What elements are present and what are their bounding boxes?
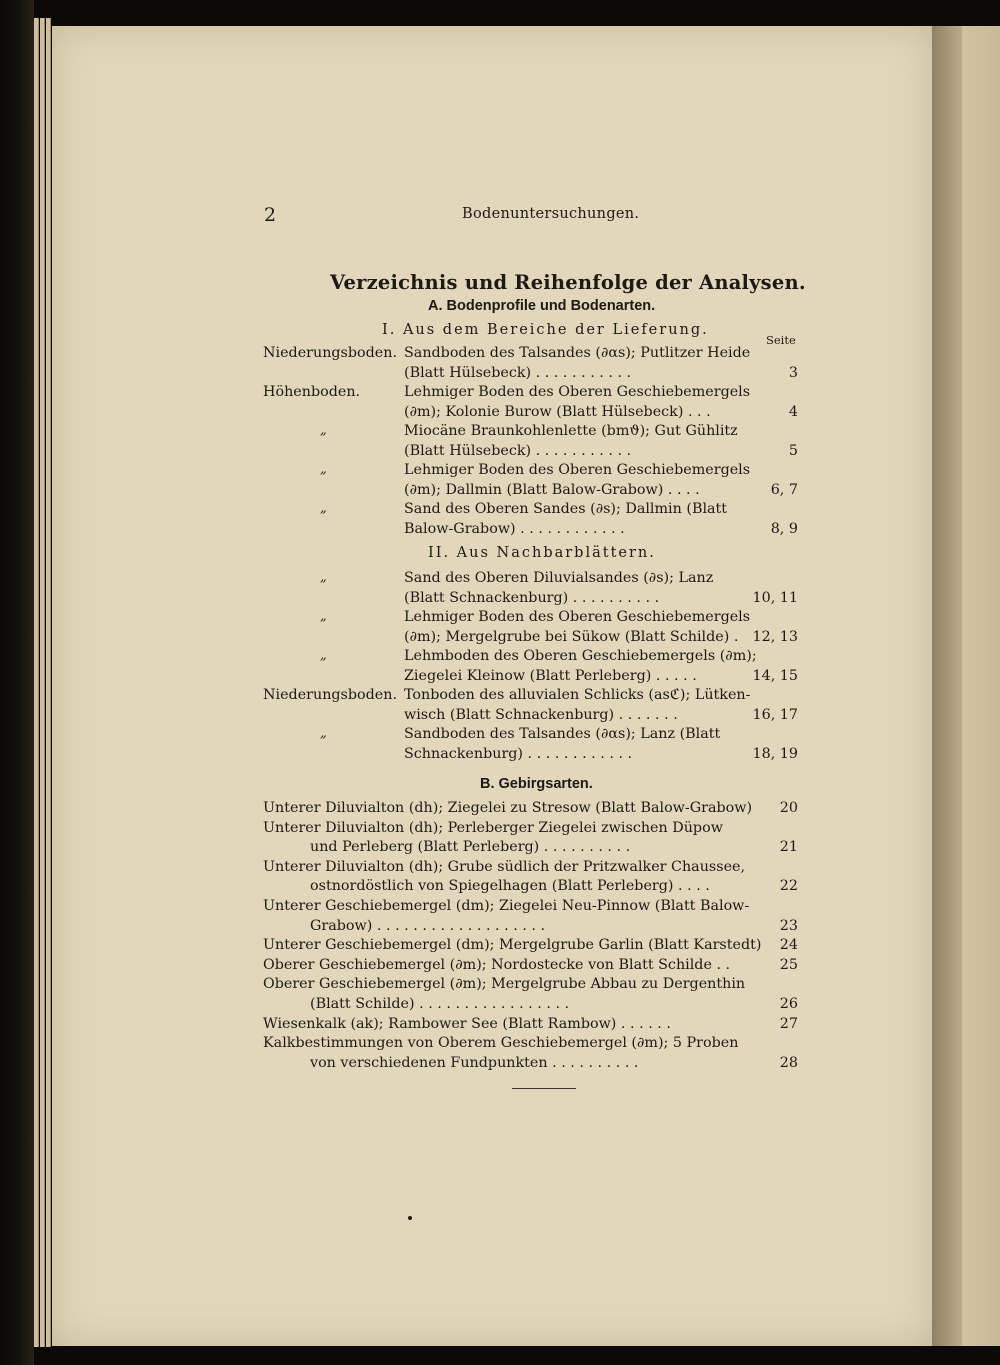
row-text: Unterer Geschiebemergel (dm); Mergelgrube Garlin (Blatt Karstedt): [263, 937, 762, 954]
toc-row: [52, 896, 932, 916]
row-text: Lehmiger Boden des Oberen Geschiebemergels: [404, 384, 751, 400]
toc-row: [52, 685, 932, 705]
toc-row: [52, 343, 932, 363]
row-text: wisch (Blatt Schnackenburg) . . . . . . .: [404, 706, 678, 723]
running-head: Bodenuntersuchungen.: [462, 206, 640, 222]
toc-row: [52, 441, 932, 461]
row-text: Unterer Diluvialton (dh); Perleberger Ziegelei zwischen Düpow: [263, 819, 723, 836]
row-text: und Perleberg (Blatt Perleberg) . . . . . . . . . .: [310, 839, 631, 856]
page-ref: 24: [779, 937, 798, 954]
page-ref: 26: [779, 996, 798, 1012]
page-ref: 12, 13: [752, 628, 798, 645]
page-ref: 23: [779, 917, 798, 934]
toc-row: [52, 1053, 932, 1073]
row-text: Unterer Diluvialton (dh); Grube südlich der Pritzwalker Chaussee,: [263, 858, 746, 875]
page-ref: 14, 15: [752, 667, 798, 684]
toc-row: [52, 382, 932, 402]
row-text: Sand des Oberen Diluvialsandes (∂s); Lanz: [404, 570, 714, 586]
page-edge: [40, 18, 45, 1347]
toc-row: [52, 705, 932, 725]
page-ref: 22: [779, 878, 798, 895]
row-text: Ziegelei Kleinow (Blatt Perleberg) . . . . .: [404, 667, 697, 684]
toc-row: [52, 837, 932, 857]
page-edge: [46, 18, 51, 1347]
toc-row: [52, 519, 932, 539]
row-text: Lehmboden des Oberen Geschiebemergels (∂m);: [404, 648, 757, 664]
row-text: Tonboden des alluvialen Schlicks (asℭ); Lütken-: [404, 687, 751, 703]
page-speck: [408, 1216, 412, 1220]
ditto-mark: „: [320, 462, 327, 477]
book-spine: [0, 0, 34, 1365]
ditto-mark: „: [320, 501, 327, 516]
section-a-subheading-1: I. Aus dem Bereiche der Lieferung.: [382, 322, 709, 338]
row-text: Oberer Geschiebemergel (∂m); Nordostecke von Blatt Schilde . .: [263, 956, 731, 973]
row-label: Höhenboden.: [263, 384, 361, 400]
ditto-mark: „: [320, 726, 327, 741]
page-ref: 5: [788, 442, 798, 459]
toc-row: [52, 994, 932, 1014]
page-ref: 28: [779, 1054, 798, 1071]
ditto-mark: „: [320, 609, 327, 624]
row-text: Lehmiger Boden des Oberen Geschiebemergels: [404, 609, 751, 625]
ditto-mark: „: [320, 570, 327, 585]
row-text: (∂m); Mergelgrube bei Sükow (Blatt Schilde) .: [404, 628, 739, 645]
toc-row: [52, 1014, 932, 1034]
page-title: Verzeichnis und Reihenfolge der Analysen.: [330, 271, 806, 294]
row-text: (Blatt Schnackenburg) . . . . . . . . . .: [404, 589, 660, 606]
row-text: Grabow) . . . . . . . . . . . . . . . . . . .: [310, 917, 546, 934]
row-text: Schnackenburg) . . . . . . . . . . . .: [404, 745, 633, 762]
page-edge: [34, 18, 39, 1347]
toc-row: [52, 646, 932, 666]
page-ref: 10, 11: [752, 589, 798, 606]
row-label: Niederungsboden.: [263, 687, 398, 703]
row-text: Miocäne Braunkohlenlette (bmϑ); Gut Gühlitz: [404, 423, 738, 439]
toc-row: [52, 402, 932, 422]
row-text: (Blatt Hülsebeck) . . . . . . . . . . .: [404, 364, 632, 381]
row-text: Oberer Geschiebemergel (∂m); Mergelgrube Abbau zu Dergenthin: [263, 976, 746, 993]
toc-row: [52, 935, 932, 955]
ditto-mark: „: [320, 648, 327, 663]
page-ref: 21: [779, 839, 798, 856]
page-number: 2: [264, 204, 277, 226]
toc-row: [52, 974, 932, 994]
page-ref: 27: [779, 1015, 798, 1032]
section-a-heading: A. Bodenprofile und Bodenarten.: [428, 298, 656, 314]
toc-row: [52, 955, 932, 975]
ditto-mark: „: [320, 423, 327, 438]
toc-row: [52, 798, 932, 818]
page-ref: 8, 9: [770, 520, 798, 537]
row-text: (∂m); Kolonie Burow (Blatt Hülsebeck) . . .: [404, 403, 711, 420]
toc-row: [52, 744, 932, 764]
page-ref: 18, 19: [752, 745, 798, 762]
row-text: von verschiedenen Fundpunkten . . . . . . . . . .: [310, 1054, 639, 1071]
page-ref: 25: [779, 956, 798, 973]
gutter-shadow: [932, 26, 962, 1346]
seite-label: Seite: [766, 333, 796, 347]
toc-row: [52, 876, 932, 896]
document-page: [52, 26, 932, 1346]
row-text: Wiesenkalk (ak); Rambower See (Blatt Rambow) . . . . . .: [263, 1015, 671, 1032]
row-text: Sand des Oberen Sandes (∂s); Dallmin (Blatt: [404, 501, 728, 517]
row-text: (Blatt Hülsebeck) . . . . . . . . . . .: [404, 442, 632, 459]
toc-row: [52, 818, 932, 838]
row-text: (Blatt Schilde) . . . . . . . . . . . . . . . . .: [310, 996, 570, 1012]
toc-row: [52, 857, 932, 877]
row-text: Unterer Geschiebemergel (dm); Ziegelei Neu-Pinnow (Blatt Balow-: [263, 898, 750, 914]
toc-row: [52, 666, 932, 686]
toc-row: [52, 1033, 932, 1053]
toc-row: [52, 627, 932, 647]
toc-row: [52, 480, 932, 500]
row-text: (∂m); Dallmin (Blatt Balow-Grabow) . . . .: [404, 481, 700, 498]
toc-row: [52, 499, 932, 519]
section-b-heading: B. Gebirgsarten.: [480, 776, 593, 792]
section-a-subheading-2: II. Aus Nachbarblättern.: [428, 545, 656, 561]
page-ref: 20: [779, 800, 798, 816]
row-text: Sandboden des Talsandes (∂αs); Putlitzer Heide: [404, 345, 751, 361]
row-text: Unterer Diluvialton (dh); Ziegelei zu Stresow (Blatt Balow-Grabow): [263, 800, 753, 816]
toc-row: [52, 916, 932, 936]
closing-rule: [512, 1088, 576, 1089]
row-text: Balow-Grabow) . . . . . . . . . . . .: [404, 520, 625, 537]
toc-row: [52, 460, 932, 480]
toc-row: [52, 568, 932, 588]
page-ref: 16, 17: [752, 706, 798, 723]
row-text: Lehmiger Boden des Oberen Geschiebemergels: [404, 462, 751, 478]
page-ref: 3: [788, 364, 798, 381]
row-text: ostnordöstlich von Spiegelhagen (Blatt Perleberg) . . . .: [310, 878, 710, 895]
toc-row: [52, 421, 932, 441]
toc-row: [52, 724, 932, 744]
toc-row: [52, 588, 932, 608]
page-ref: 4: [788, 403, 798, 420]
toc-row: [52, 607, 932, 627]
row-text: Sandboden des Talsandes (∂αs); Lanz (Blatt: [404, 726, 721, 742]
row-text: Kalkbestimmungen von Oberem Geschiebemergel (∂m); 5 Proben: [263, 1035, 739, 1052]
row-label: Niederungsboden.: [263, 345, 398, 361]
toc-row: [52, 363, 932, 383]
page-ref: 6, 7: [770, 481, 798, 498]
